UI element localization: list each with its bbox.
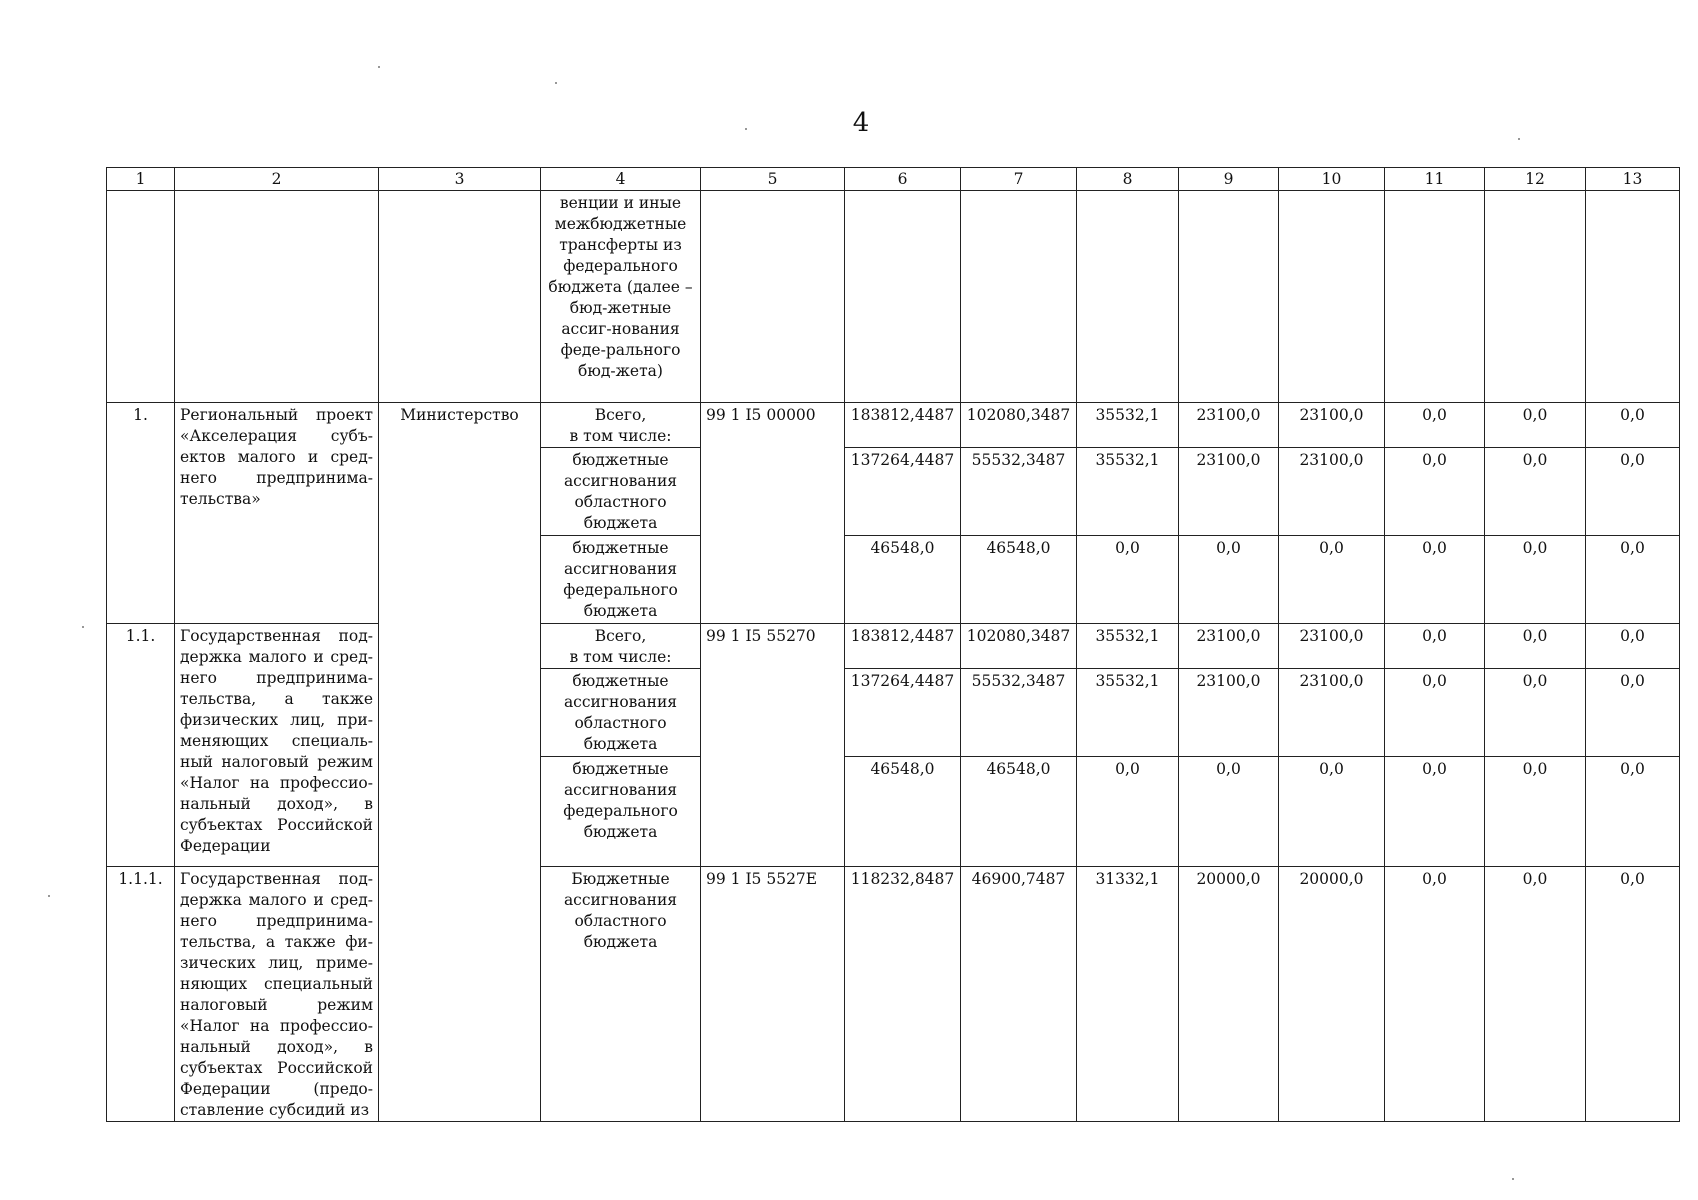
row-number: 1. — [107, 403, 175, 624]
value-cell: 35532,1 — [1077, 403, 1179, 448]
column-header: 6 — [845, 168, 961, 191]
value-cell: 23100,0 — [1179, 669, 1279, 757]
value-cell: 0,0 — [1586, 624, 1680, 669]
value-cell: 35532,1 — [1077, 624, 1179, 669]
funding-source-cell: бюджетные ассигнования областного бюджета — [541, 669, 701, 757]
column-header: 11 — [1385, 168, 1485, 191]
budget-code: 99 1 I5 5527E — [701, 867, 845, 1122]
value-cell: 46548,0 — [845, 536, 961, 624]
value-cell: 0,0 — [1385, 867, 1485, 1122]
table-row — [107, 403, 1680, 448]
column-header: 12 — [1485, 168, 1586, 191]
value-cell: 20000,0 — [1279, 867, 1385, 1122]
page-number: 4 — [852, 108, 870, 138]
value-cell: 46548,0 — [961, 536, 1077, 624]
scan-speck — [48, 895, 50, 897]
value-cell: 0,0 — [1485, 448, 1586, 536]
budget-code: 99 1 I5 55270 — [701, 624, 845, 867]
table-row — [107, 624, 1680, 669]
scan-speck — [1512, 1178, 1514, 1180]
value-cell: 46548,0 — [961, 757, 1077, 867]
value-cell: 183812,4487 — [845, 624, 961, 669]
value-cell: 23100,0 — [1179, 403, 1279, 448]
column-header: 9 — [1179, 168, 1279, 191]
scan-speck — [378, 66, 380, 68]
value-cell: 0,0 — [1485, 757, 1586, 867]
funding-source-cell: Всего, в том числе: — [541, 403, 701, 448]
column-header: 1 — [107, 168, 175, 191]
value-cell: 0,0 — [1179, 536, 1279, 624]
funding-source-cell: Бюджетные ассигнования областного бюджета — [541, 867, 701, 1122]
value-cell: 0,0 — [1485, 669, 1586, 757]
value-cell: 23100,0 — [1179, 448, 1279, 536]
value-cell: 55532,3487 — [961, 448, 1077, 536]
scan-speck — [745, 128, 747, 130]
value-cell: 20000,0 — [1179, 867, 1279, 1122]
value-cell: 0,0 — [1385, 403, 1485, 448]
value-cell: 23100,0 — [1279, 669, 1385, 757]
funding-source-cell: бюджетные ассигнования областного бюджета — [541, 448, 701, 536]
value-cell: 55532,3487 — [961, 669, 1077, 757]
value-cell: 0,0 — [1586, 669, 1680, 757]
table-row — [107, 867, 1680, 1122]
value-cell: 23100,0 — [1279, 448, 1385, 536]
measure-name: Региональный проект «Акселерация субъ-ектов малого и сред-него предпринима-тельства» — [175, 403, 379, 624]
budget-code: 99 1 I5 00000 — [701, 403, 845, 624]
funding-source-cell: Всего, в том числе: — [541, 624, 701, 669]
value-cell: 0,0 — [1279, 536, 1385, 624]
value-cell: 23100,0 — [1179, 624, 1279, 669]
value-cell: 183812,4487 — [845, 403, 961, 448]
budget-table — [106, 167, 1680, 1122]
measure-name: Государственная под-держка малого и сред-него предпринима-тельства, а также физических лиц, при-меняющих специаль-ный налоговый режим «Налог на профессио-нальный доход», в субъектах Российской Федерации — [175, 624, 379, 867]
value-cell: 137264,4487 — [845, 448, 961, 536]
value-cell: 0,0 — [1485, 624, 1586, 669]
value-cell: 0,0 — [1485, 867, 1586, 1122]
row-number: 1.1.1. — [107, 867, 175, 1122]
value-cell: 0,0 — [1385, 757, 1485, 867]
value-cell: 35532,1 — [1077, 669, 1179, 757]
value-cell: 0,0 — [1385, 669, 1485, 757]
value-cell: 23100,0 — [1279, 624, 1385, 669]
continuation-row — [107, 191, 1680, 403]
column-header: 2 — [175, 168, 379, 191]
column-header: 10 — [1279, 168, 1385, 191]
value-cell: 0,0 — [1586, 403, 1680, 448]
column-header: 3 — [379, 168, 541, 191]
measure-name: Государственная под-держка малого и сред-него предпринима-тельства, а также фи-зических лиц, приме-няющих специальный налоговый режим «Налог на профессио-нальный доход», в субъектах Российской Федерации (предо-ставление субсидий из — [175, 867, 379, 1122]
value-cell: 46900,7487 — [961, 867, 1077, 1122]
value-cell: 0,0 — [1586, 448, 1680, 536]
value-cell: 0,0 — [1279, 757, 1385, 867]
funding-source-cell: бюджетные ассигнования федерального бюджета — [541, 757, 701, 867]
scan-speck — [555, 82, 557, 84]
value-cell: 102080,3487 — [961, 403, 1077, 448]
funding-source-cell: венции и иные межбюджетные трансферты из федерального бюджета (далее – бюд-жетные ассиг-нования феде-рального бюд-жета) — [541, 191, 701, 403]
value-cell: 0,0 — [1485, 536, 1586, 624]
value-cell: 137264,4487 — [845, 669, 961, 757]
value-cell: 0,0 — [1385, 536, 1485, 624]
funding-source-cell: бюджетные ассигнования федерального бюджета — [541, 536, 701, 624]
column-number-row — [107, 168, 1680, 191]
value-cell: 23100,0 — [1279, 403, 1385, 448]
value-cell: 0,0 — [1077, 536, 1179, 624]
column-header: 7 — [961, 168, 1077, 191]
column-header: 8 — [1077, 168, 1179, 191]
value-cell: 0,0 — [1586, 867, 1680, 1122]
value-cell: 35532,1 — [1077, 448, 1179, 536]
column-header: 13 — [1586, 168, 1680, 191]
value-cell: 0,0 — [1077, 757, 1179, 867]
scan-speck — [82, 626, 84, 628]
value-cell: 0,0 — [1586, 536, 1680, 624]
value-cell: 102080,3487 — [961, 624, 1077, 669]
value-cell: 118232,8487 — [845, 867, 961, 1122]
value-cell: 0,0 — [1179, 757, 1279, 867]
value-cell: 0,0 — [1586, 757, 1680, 867]
executor-cell: Министерство — [379, 403, 541, 1122]
value-cell: 0,0 — [1385, 624, 1485, 669]
row-number: 1.1. — [107, 624, 175, 867]
column-header: 5 — [701, 168, 845, 191]
value-cell: 0,0 — [1485, 403, 1586, 448]
column-header: 4 — [541, 168, 701, 191]
scan-speck — [1518, 138, 1520, 140]
value-cell: 31332,1 — [1077, 867, 1179, 1122]
value-cell: 0,0 — [1385, 448, 1485, 536]
value-cell: 46548,0 — [845, 757, 961, 867]
